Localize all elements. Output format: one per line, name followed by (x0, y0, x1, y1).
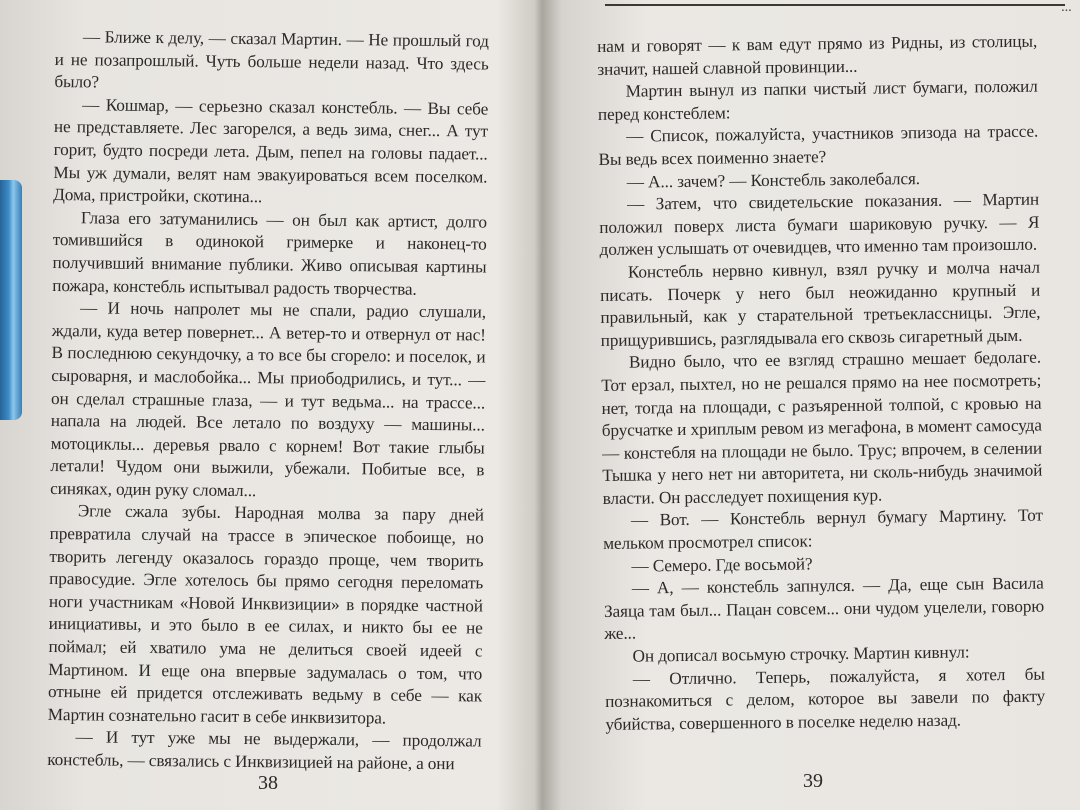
paragraph: — Ближе к делу, — сказал Мартин. — Не прошлый год и не позапрошлый. Чуть больше недели назад. Что здесь было? (54, 27, 489, 92)
paragraph: Эгле сжала зубы. Народная молва за пару дней превратила случай на трассе в эпическое побоище, но творить легенду оказалось гораздо проще, чем творить правосудие. Эгле хотелось бы прямо сегодня переломать ноги участникам «Новой Инквизиции» в порядке частной инициативы, и это было в ее силах, и никто бы ее не поймал; ей хватило ума не делиться своей идеей с Мартином. И еще она впервые задумалась о том, что отныне ей придется отслеживать ведьму в себе — как Мартин сознательно гасит в себе инквизитора. (47, 501, 484, 728)
left-page-text (47, 26, 489, 776)
paragraph: — Вот. — Констебль вернул бумагу Мартину. Тот мельком просмотрел список: (603, 506, 1044, 554)
right-page (545, 0, 1080, 810)
paragraph: Видно было, что ее взгляд страшно мешает бедолаге. Тот ерзал, пыхтел, но не решался прямо на нее посмотреть; нет, тогда на площади, с разъяренной толпой, с кровью на брусчатке и хриплым ревом из мегафона, в момент самосуда — констебля на площади не было. Трус; впрочем, в селении Тышка у него нет ни авторитета, ни сколь-нибудь значимой власти. Он расследует похищения кур. (601, 347, 1043, 508)
paragraph: Констебль нервно кивнул, взял ручку и молча начал писать. Почерк у него был неожиданно крупный и правильный, как у старательной третьеклассницы. Эгле, прищурившись, разглядывала его сквозь сигаретный дым. (600, 257, 1041, 350)
running-head: ... (1061, 0, 1072, 15)
page-number-left: 38 (258, 772, 278, 794)
paragraph: нам и говорят — к вам едут прямо из Ридны, из столицы, значит, нашей славной провинции... (597, 31, 1038, 79)
page-number-right: 39 (803, 770, 823, 792)
paragraph: Он дописал восьмую строчку. Мартин кивнул: (632, 642, 970, 666)
paragraph: Мартин вынул из папки чистый лист бумаги, положил перед констеблем: (597, 76, 1038, 124)
paragraph: Глаза его затуманились — он был как артист, долго томившийся в одинокой гримерке и наконец-то получивший внимание публики. Живо описывая картины пожара, констебль испытывал радость творчества. (52, 208, 488, 299)
paragraph: — Затем, что свидетельские показания. — Мартин положил поверх листа бумаги шариковую ручку. — Я должен услышать от очевидцев, что именно там произошло. (599, 189, 1040, 260)
paragraph: — Отлично. Теперь, пожалуйста, я хотел бы познакомиться с делом, которое вы завели по факту убийства, совершенного в поселке неделю назад. (605, 664, 1046, 734)
paragraph: — И ночь напролет мы не спали, радио слушали, ждали, куда ветер повернет... А ветер-то и отвернул от нас! В последнюю секундочку, а то все бы сгорело: и поселок, и сыроварня, и маслобойка... Мы приободрились, и тут... — он сделал страшные глаза, — и тут ведьма... на трассе... напала на людей. Все летало по воздуху — машины... мотоциклы... деревья рвало с корнем! Вот такие глыбы летали! Чудом они выжили, убежали. Побитые все, в синяках, один руку сломал... (50, 298, 487, 501)
paragraph: — Список, пожалуйста, участников эпизода на трассе. Вы ведь всех поименно знаете? (598, 121, 1039, 169)
paragraph: — Кошмар, — серьезно сказал констебль. — Вы себе не представляете. Лес загорелся, а ведь зима, снег... А тут горит, будто посреди лета. Дым, пепел на головы падает... Мы уж думали, велят нам эвакуироваться всем поселком. Дома, пристройки, скотина... (53, 95, 489, 207)
paragraph: — А, — констебль запнулся. — Да, еще сын Васила Заяца там был... Пацан совсем... они чудом уцелели, говорю же... (603, 573, 1045, 644)
paragraph: — А... зачем? — Констебль заколебался. (626, 168, 921, 192)
paragraph: — И тут уже мы не выдержали, — продолжал констебль, — связались с Инквизицией на районе, а они (47, 727, 482, 774)
right-page-text (597, 31, 1046, 737)
running-head-rule (605, 4, 1065, 6)
paragraph: — Семеро. Где восьмой? (631, 554, 813, 576)
